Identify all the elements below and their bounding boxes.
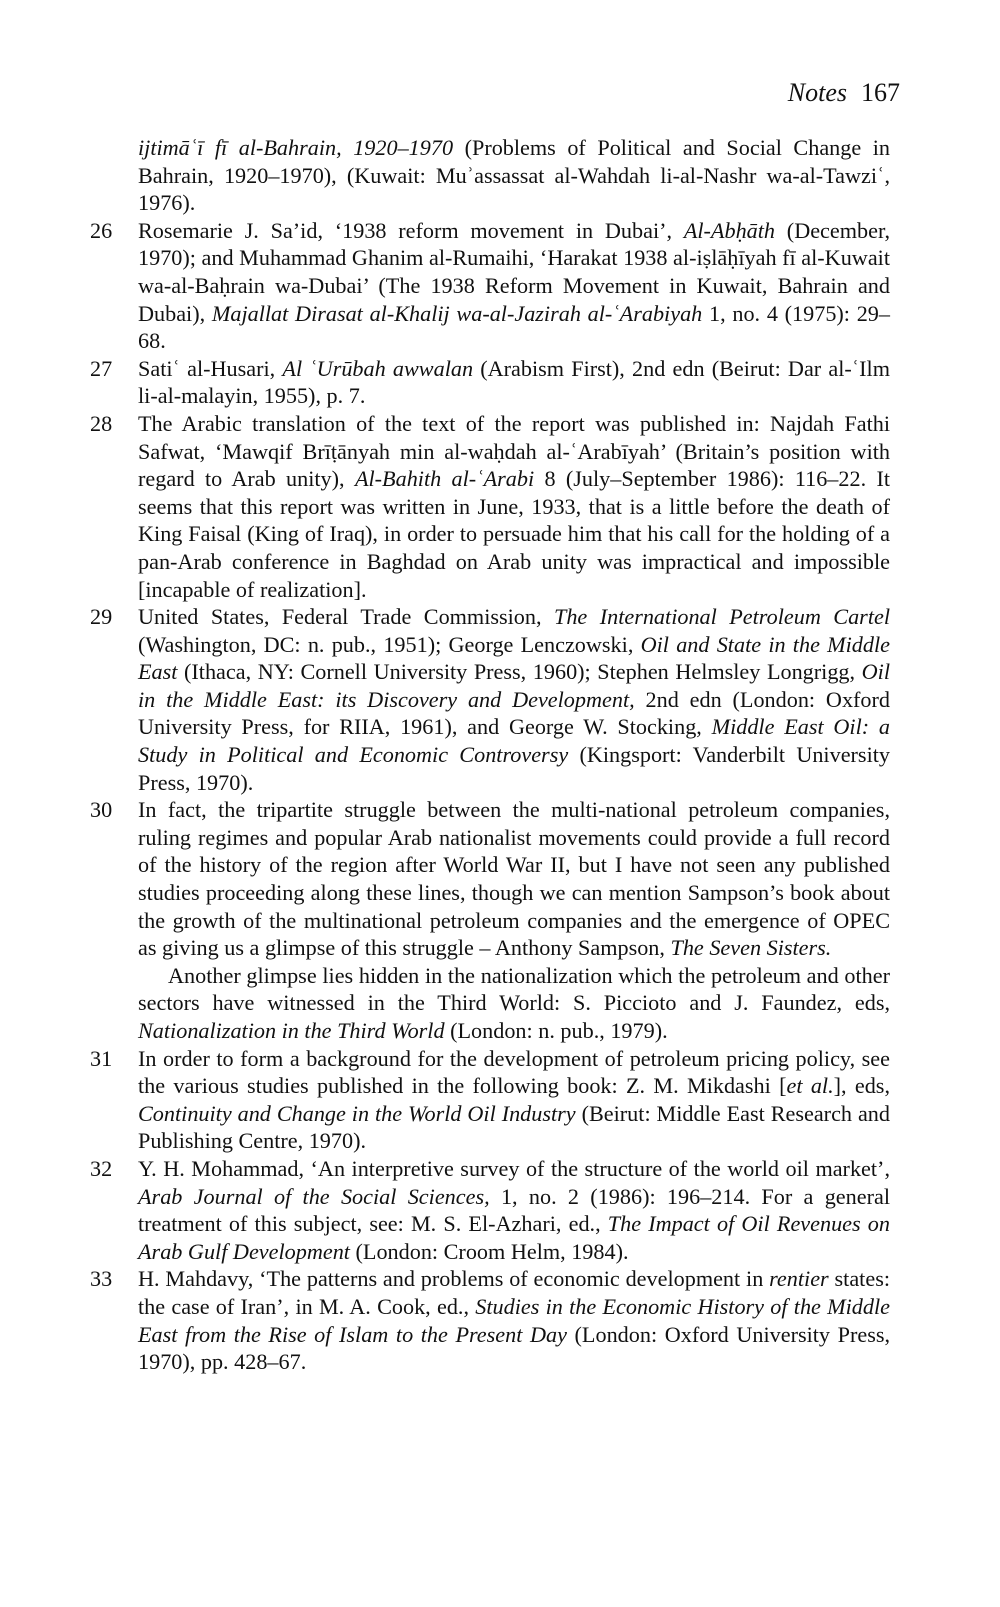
italic-title-text: Nationalization in the Third World <box>138 1018 445 1043</box>
endnote-number: 32 <box>90 1155 113 1181</box>
note-text-segment: Satiʿ al-Husari, <box>138 355 283 381</box>
page-number: 167 <box>861 78 900 107</box>
italic-title-text: Al ʿUrūbah awwalan <box>282 355 474 381</box>
endnote-body <box>138 1045 890 1155</box>
endnotes-list <box>90 134 890 1376</box>
italic-title-text: rentier <box>769 1266 829 1292</box>
endnote-number: 28 <box>90 410 113 436</box>
italic-title-text: ijtimāʿī fī al-Bahrain, 1920–1970 <box>138 135 454 160</box>
note-text-segment: Rosemarie J. Sa’id, ‘1938 reform movement in Dubai’, <box>138 217 684 243</box>
note-text-segment: 1, no. 4 (1975): 29–68. <box>138 300 890 354</box>
note-text-segment: 8 (July–September 1986): 116–22. It seems that this report was written in June, 1933, that is a little before the death of King Faisal (King of Iraq), in order to persuade him that his call for the holding of a pan-Arab conference in Baghdad on Arab unity was impractical and impossible [incapable of realization]. <box>138 466 891 602</box>
endnote <box>90 1155 890 1265</box>
italic-title-text: Oil and State in the Middle East <box>138 631 890 685</box>
endnote-paragraph <box>138 603 890 796</box>
note-text-segment: (Kingsport: Vanderbilt University Press, 1970). <box>138 742 890 795</box>
endnote-number: 31 <box>90 1045 113 1071</box>
note-text-segment: ], eds, <box>833 1073 890 1099</box>
endnote-paragraph <box>138 217 890 355</box>
italic-title-text: The Seven Sisters. <box>670 935 832 961</box>
note-text-segment: In order to form a background for the development of petroleum pricing policy, see the various studies published in the following book: Z. M. Mikdashi [ <box>138 1045 890 1099</box>
note-text-segment: (Problems of Political and Social Change in Bahrain, 1920–1970), (Kuwait: Muʾassassat al-Wahdah li-al-Nashr wa-al-Tawziʿ, 1976). <box>138 135 891 216</box>
note-text-segment: 2nd edn (London: Oxford University Press, for RIIA, 1961), and George W. Stocking, <box>138 686 891 740</box>
note-text-segment: 1, no. 2 (1986): 196–214. For a general treatment of this subject, see: M. S. El-Azhari, ed., <box>138 1183 890 1237</box>
italic-title-text: Al-Bahith al-ʿArabi <box>354 466 535 492</box>
endnote-paragraph <box>138 962 890 1045</box>
italic-title-text: Majallat Dirasat al-Khalij wa-al-Jazirah al-ʿArabiyah <box>211 300 703 326</box>
endnote-body <box>138 355 890 410</box>
note-text-segment: (London: Oxford University Press, 1970), pp. 428–67. <box>138 1321 891 1375</box>
endnote-paragraph <box>138 1045 890 1155</box>
endnote-body <box>138 796 890 1044</box>
note-text-segment: (London: Croom Helm, 1984). <box>349 1238 629 1264</box>
running-head <box>788 78 900 108</box>
continued-note-text <box>138 134 890 217</box>
note-text-segment: United States, Federal Trade Commission, <box>138 604 554 630</box>
endnote-body <box>138 603 890 796</box>
note-text-segment: states: the case of Iran’, in M. A. Cook, ed., <box>138 1266 890 1319</box>
italic-title-text: Oil in the Middle East: its Discovery and Development, <box>138 659 890 712</box>
endnote <box>90 410 890 603</box>
endnote-paragraph <box>138 1155 890 1265</box>
endnote <box>90 217 890 355</box>
endnote <box>90 796 890 1044</box>
italic-title-text: Arab Journal of the Social Sciences, <box>138 1183 490 1209</box>
endnote <box>90 355 890 410</box>
note-text-segment: (London: n. pub., 1979). <box>444 1018 668 1043</box>
endnote-paragraph <box>138 796 890 962</box>
endnote-number: 26 <box>90 217 113 243</box>
italic-title-text: Middle East Oil: a Study in Political and Economic Controversy <box>138 714 890 768</box>
endnote-paragraph <box>138 355 890 410</box>
endnote <box>90 603 890 796</box>
endnote-number: 33 <box>90 1266 113 1292</box>
note-text-segment: The Arabic translation of the text of the report was published in: Najdah Fathi Safwat, ‘Mawqif Brīṭānyah min al-waḥdah al-ʿArabīyah’ (Britain’s position with regard to Arab unity), <box>138 410 890 492</box>
endnote-number: 30 <box>90 797 113 823</box>
note-text-segment: In fact, the tripartite struggle between the multi-national petroleum companies, ruling regimes and popular Arab nationalist movements could provide a full record of the history of the region after World War II, but I have not seen any published studies proceeding along these lines, though we can mention Sampson’s book about the growth of the multinational petroleum companies and the emergence of OPEC as giving us a glimpse of this struggle – Anthony Sampson, <box>138 797 890 961</box>
italic-title-text: Studies in the Economic History of the Middle East from the Rise of Islam to the Present Day <box>138 1293 890 1347</box>
running-head-label: Notes <box>787 78 847 107</box>
note-text-segment: Another glimpse lies hidden in the nationalization which the petroleum and other sectors have witnessed in the Third World: S. Piccioto and J. Faundez, eds, <box>138 962 890 1016</box>
endnote-body <box>138 1155 890 1265</box>
note-text-segment: (December, 1970); and Muhammad Ghanim al-Rumaihi, ‘Harakat 1938 al-iṣlāḥīyah fī al-Kuwait wa-al-Baḥrain wa-Dubai’ (The 1938 Reform Movement in Kuwait, Bahrain and Dubai), <box>138 217 891 326</box>
italic-title-text: et al. <box>786 1073 834 1099</box>
endnote-paragraph <box>138 410 890 603</box>
note-text-segment: (Washington, DC: n. pub., 1951); George Lenczowski, <box>138 631 641 657</box>
endnote <box>90 1045 890 1155</box>
note-text-segment: (Ithaca, NY: Cornell University Press, 1960); Stephen Helmsley Longrigg, <box>177 659 862 685</box>
endnote-number: 27 <box>90 355 113 381</box>
italic-title-text: The Impact of Oil Revenues on Arab Gulf Development <box>138 1211 890 1264</box>
italic-title-text: The International Petroleum Cartel <box>553 604 890 630</box>
italic-title-text: Al-Abḥāth <box>683 217 776 243</box>
endnote <box>90 1265 890 1375</box>
endnote-number: 29 <box>90 604 113 630</box>
note-text-segment: (Arabism First), 2nd edn (Beirut: Dar al-ʿIlm li-al-malayin, 1955), p. 7. <box>138 355 890 409</box>
endnote-paragraph <box>138 1265 890 1375</box>
italic-title-text: Continuity and Change in the World Oil Industry <box>138 1100 576 1126</box>
endnote-body <box>138 410 890 603</box>
note-text-segment: Y. H. Mohammad, ‘An interpretive survey of the structure of the world oil market’, <box>138 1155 890 1181</box>
endnote-body <box>138 217 890 355</box>
note-text-segment: (Beirut: Middle East Research and Publishing Centre, 1970). <box>138 1100 890 1154</box>
note-text-segment: H. Mahdavy, ‘The patterns and problems of economic development in <box>138 1266 770 1292</box>
endnote-body <box>138 1265 890 1375</box>
